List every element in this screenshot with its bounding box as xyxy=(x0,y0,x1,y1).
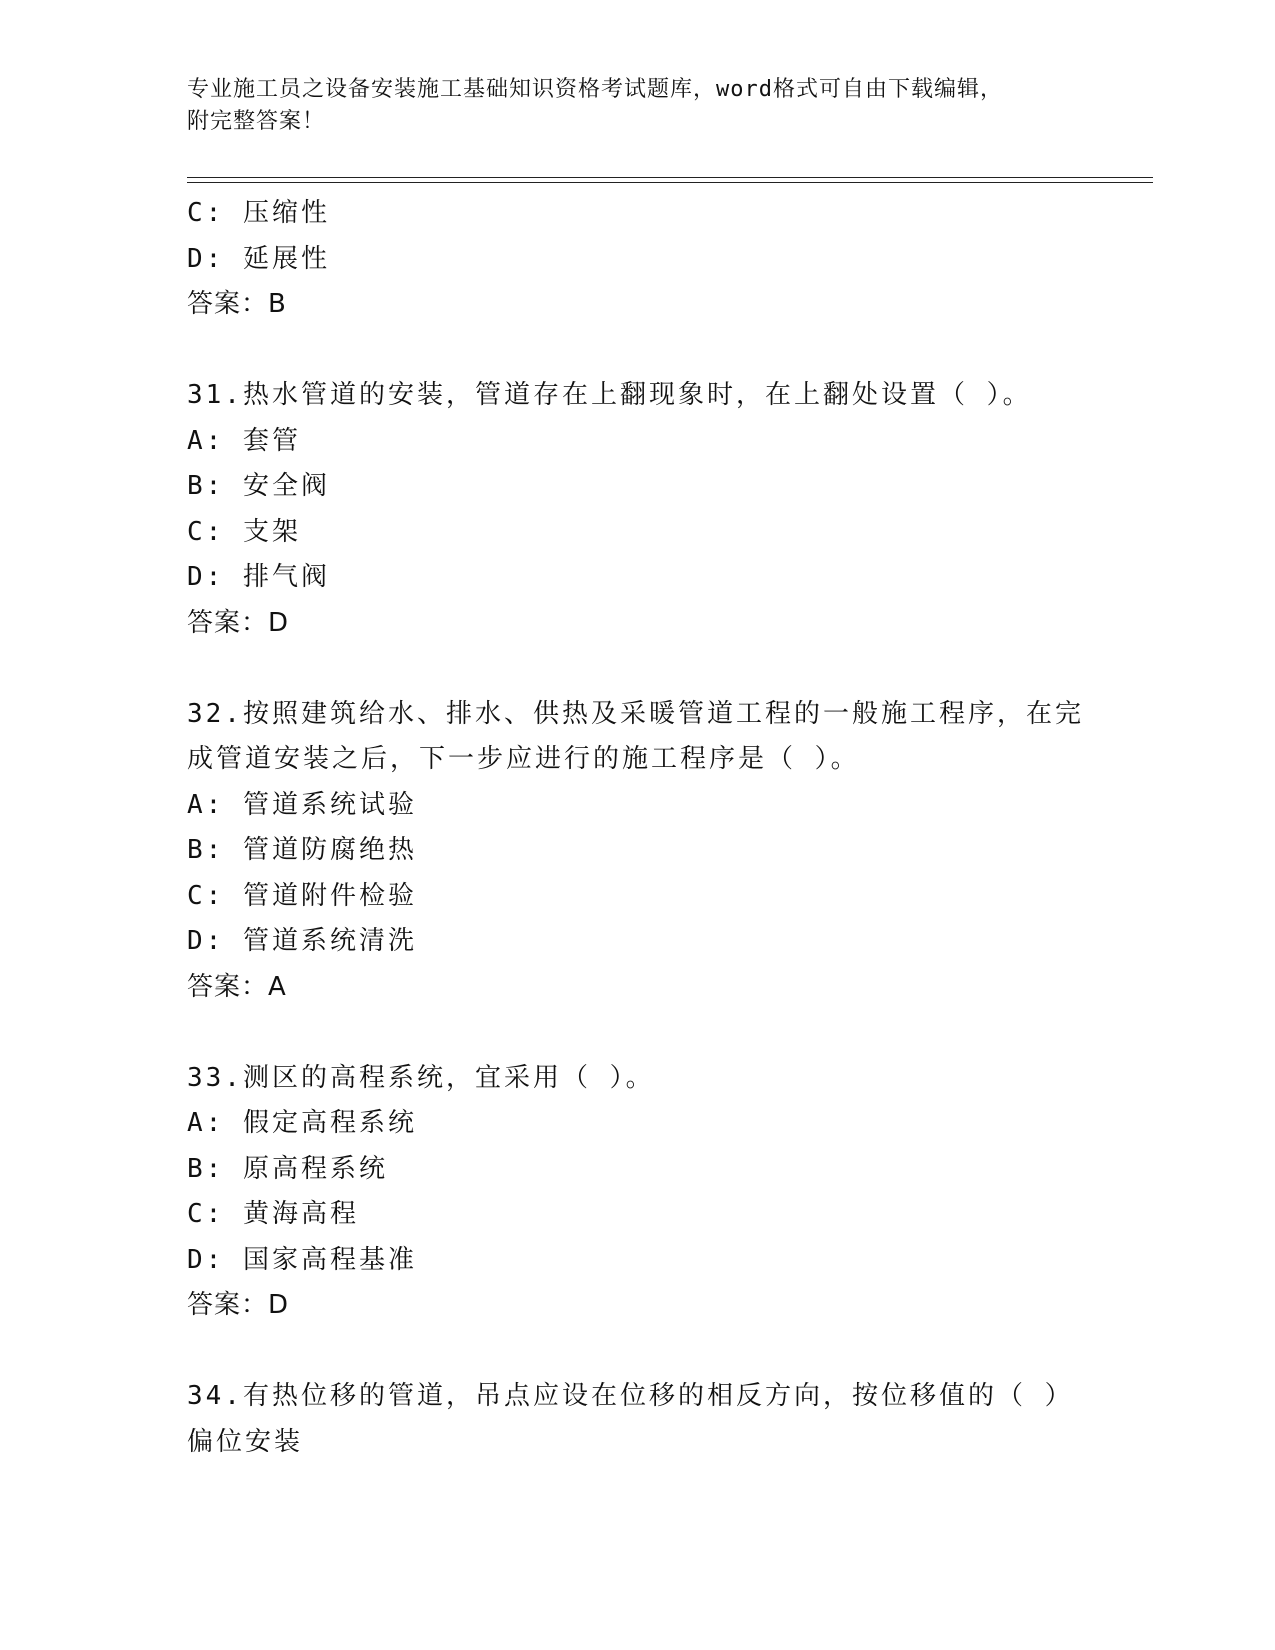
option-a: A: 套管 xyxy=(187,425,301,456)
option-b: B: 管道防腐绝热 xyxy=(187,835,417,865)
option-d: D: 延展性 xyxy=(187,243,330,274)
question-stem-line-2: 成管道安装之后，下一步应进行的施工程序是（ ）。 xyxy=(187,744,860,774)
question-30-continued xyxy=(187,191,1107,328)
header-rule-top xyxy=(187,177,1153,178)
option-d: D: 排气阀 xyxy=(187,562,330,592)
question-31 xyxy=(187,373,1107,646)
question-list xyxy=(187,191,1107,1465)
question-33 xyxy=(187,1056,1107,1329)
option-c: C: 压缩性 xyxy=(187,198,330,228)
header-rule-bottom xyxy=(187,182,1153,183)
option-d: D: 管道系统清洗 xyxy=(187,926,417,956)
document-header xyxy=(187,74,1067,138)
answer-line: 答案：D xyxy=(187,607,290,638)
spacer xyxy=(187,328,1107,374)
question-stem: 31.热水管道的安装，管道存在上翻现象时，在上翻处设置（ ）。 xyxy=(187,380,1032,410)
option-c: C: 管道附件检验 xyxy=(187,880,417,911)
answer-line: 答案：A xyxy=(187,971,287,1002)
option-b: B: 安全阀 xyxy=(187,471,330,501)
header-line-2: 附完整答案！ xyxy=(187,109,326,134)
spacer xyxy=(187,1329,1107,1375)
header-line-1: 专业施工员之设备安装施工基础知识资格考试题库，word格式可自由下载编辑， xyxy=(187,77,1003,102)
question-stem-line-1: 32.按照建筑给水、排水、供热及采暖管道工程的一般施工程序，在完 xyxy=(187,698,1084,729)
answer-line: 答案：D xyxy=(187,1290,290,1320)
option-c: C: 支架 xyxy=(187,516,301,547)
question-stem-line-1: 34.有热位移的管道，吊点应设在位移的相反方向，按位移值的（ ） xyxy=(187,1381,1074,1411)
question-stem-line-2: 偏位安装 xyxy=(187,1426,304,1457)
option-d: D: 国家高程基准 xyxy=(187,1244,417,1275)
question-32 xyxy=(187,692,1107,1011)
option-b: B: 原高程系统 xyxy=(187,1153,388,1184)
spacer xyxy=(187,646,1107,692)
option-a: A: 管道系统试验 xyxy=(187,789,417,820)
question-stem: 33.测区的高程系统，宜采用（ ）。 xyxy=(187,1062,655,1093)
answer-line: 答案：B xyxy=(187,289,287,319)
spacer xyxy=(187,1010,1107,1056)
option-c: C: 黄海高程 xyxy=(187,1199,359,1229)
option-a: A: 假定高程系统 xyxy=(187,1108,417,1138)
question-34 xyxy=(187,1374,1107,1465)
